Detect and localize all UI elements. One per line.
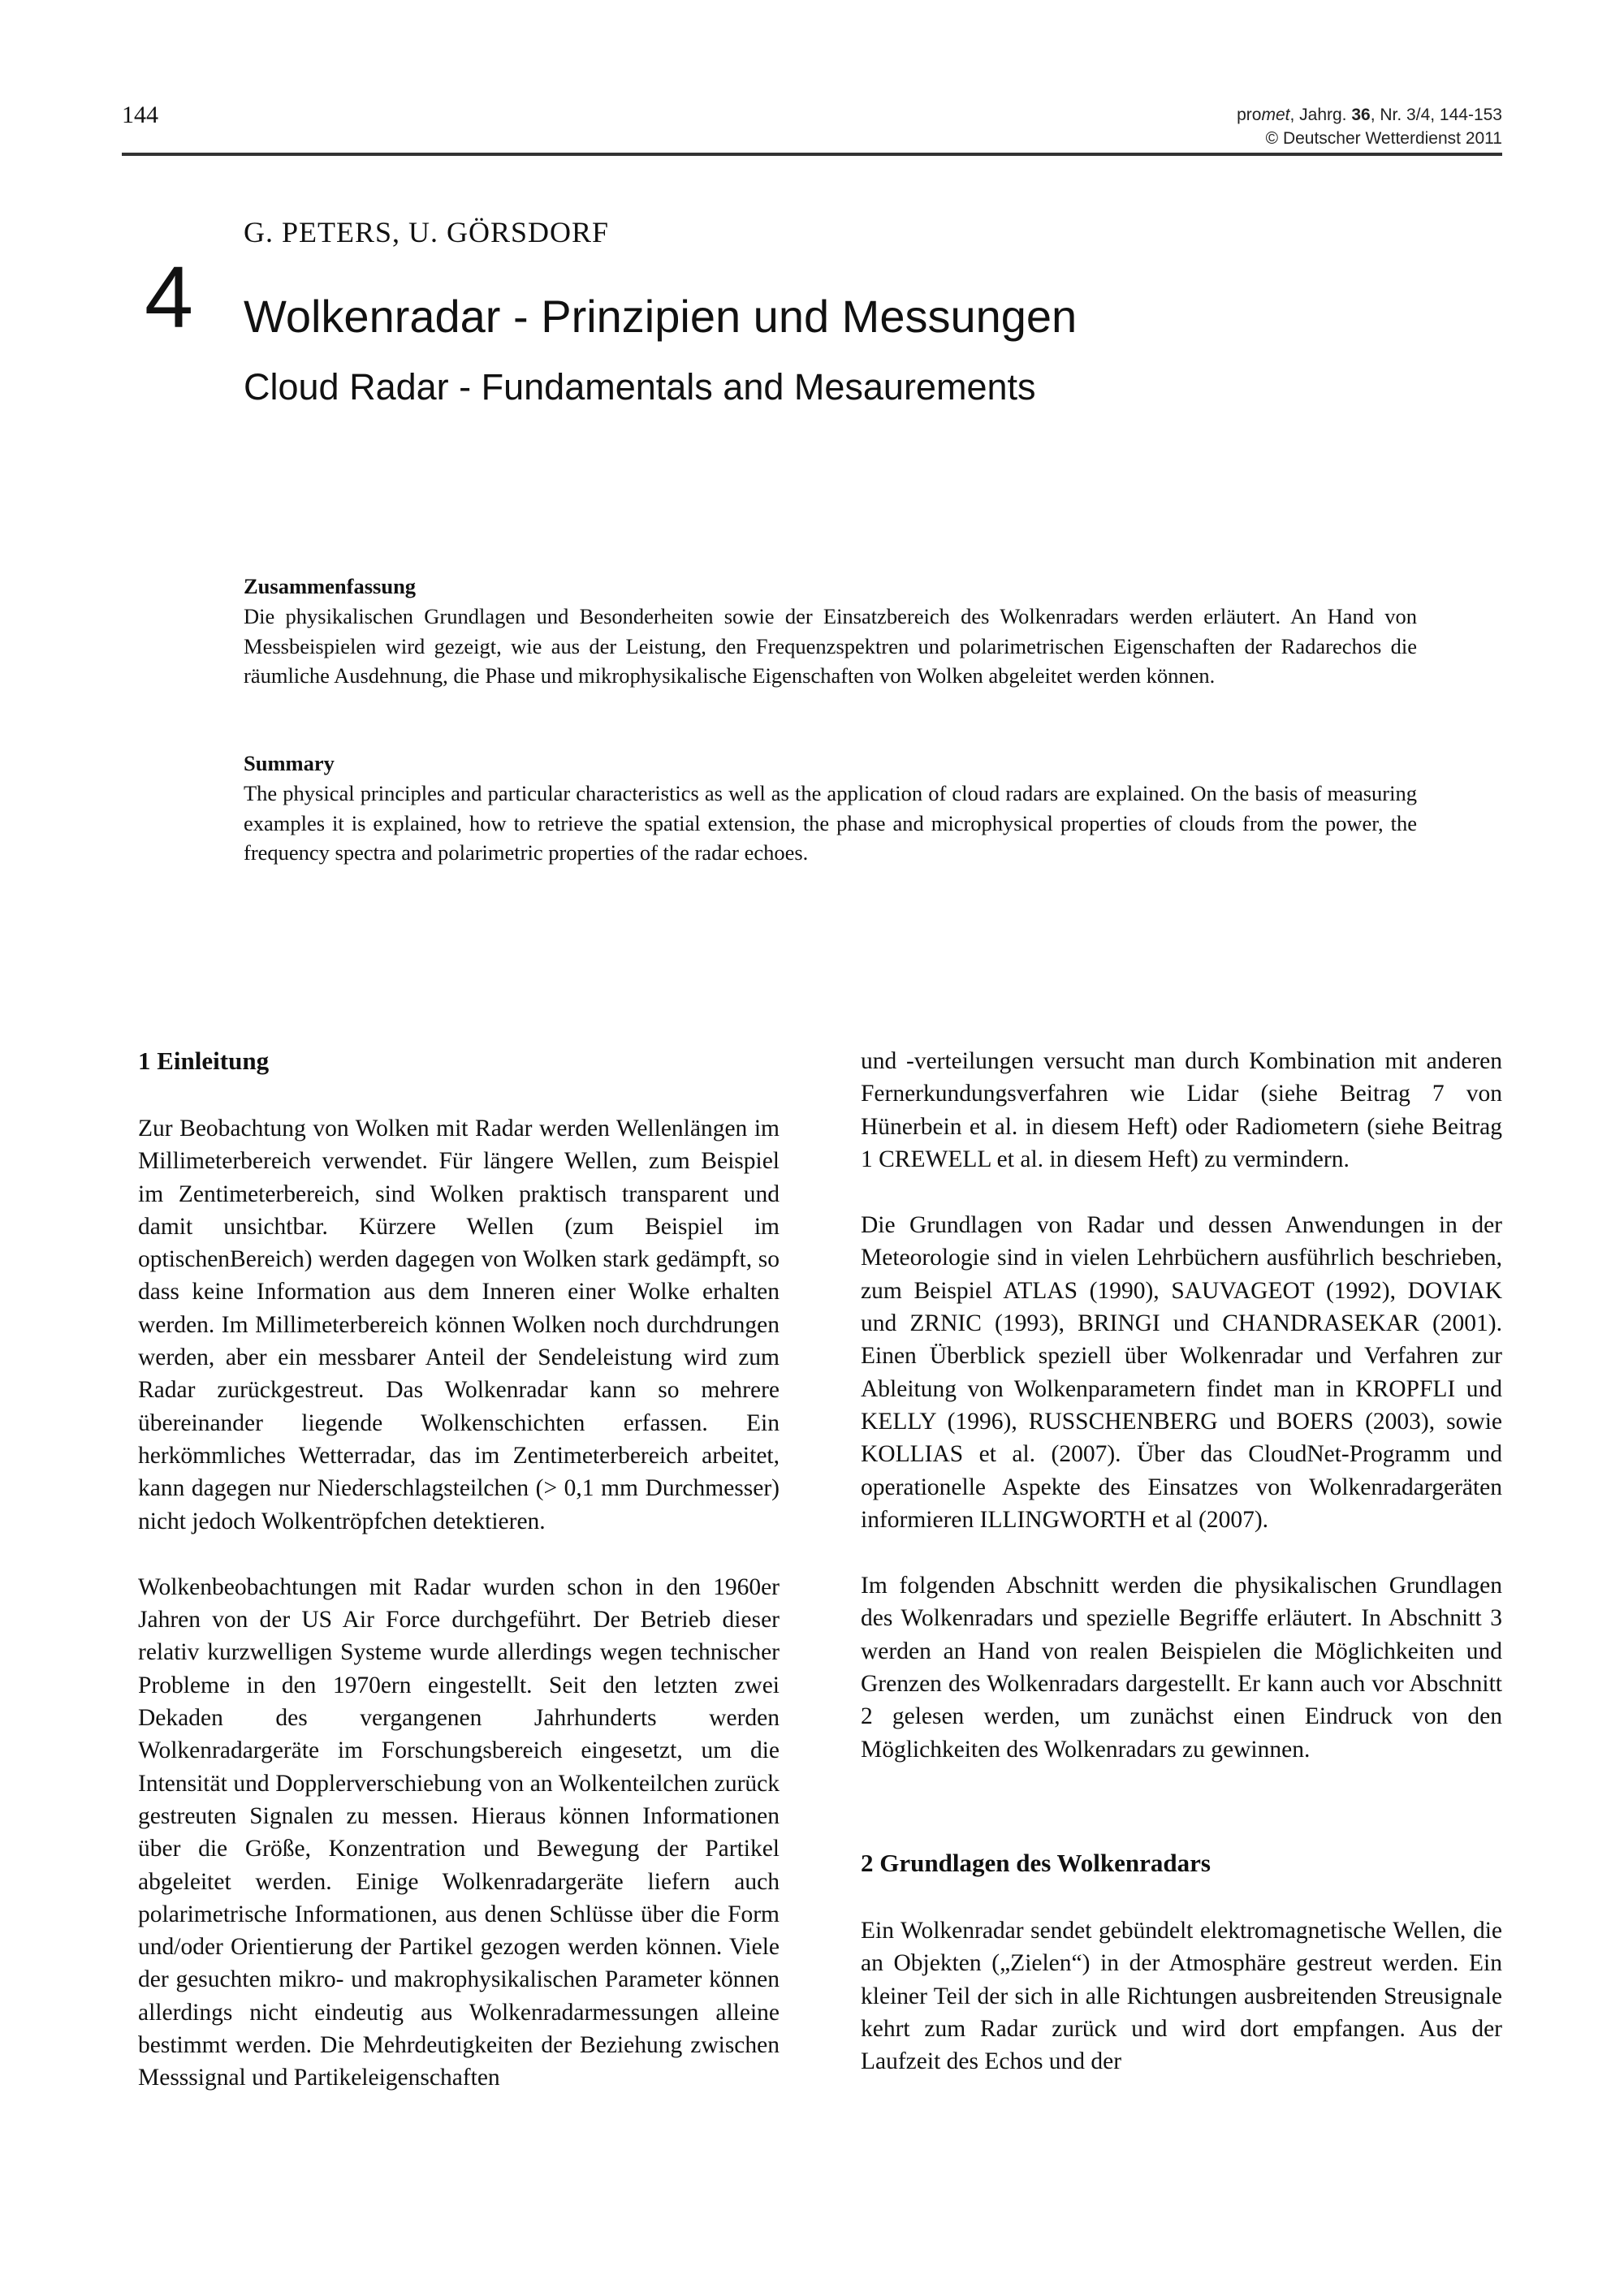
- abstract-english: [244, 749, 1417, 868]
- paragraph: Im folgenden Abschnitt werden die physikalischen Grundlagen des Wolkenradars und spezielle Begriffe erläutert. In Abschnitt 3 werden an Hand von realen Beispielen die Möglichkeiten und Grenzen des Wolkenradars dargestellt. Er kann auch vor Abschnitt 2 gelesen werden, um zunächst einen Eindruck von den Möglichkeiten des Wolkenradars zu gewinnen.: [861, 1573, 1502, 1763]
- abstract-german-heading: Zusammenfassung: [244, 574, 417, 598]
- paragraph: Ein Wolkenradar sendet gebündelt elektromagnetische Wellen, die an Objekten („Zielen“) in der Atmosphäre gestreut werden. Ein kleiner Teil der sich in alle Richtungen ausbreitenden Streusignale kehrt zum Radar zurück und wird dort empfangen. Aus der Laufzeit des Echos und der: [861, 1917, 1502, 2075]
- right-column: [861, 1045, 1502, 2078]
- journal-info: [1237, 103, 1502, 150]
- title-english: Cloud Radar - Fundamentals and Mesaurements: [244, 366, 1036, 408]
- title-german: Wolkenradar - Prinzipien und Messungen: [244, 291, 1078, 342]
- abstract-german: [244, 572, 1417, 691]
- page-number: 144: [122, 101, 158, 128]
- journal-issue-pages: , Nr. 3/4, 144-153: [1370, 106, 1502, 124]
- copyright: © Deutscher Wetterdienst 2011: [1265, 129, 1502, 148]
- authors: G. PETERS, U. GÖRSDORF: [244, 216, 610, 248]
- header-rule: [122, 153, 1502, 156]
- journal-name-italic: met: [1261, 106, 1290, 124]
- section-1-heading: 1 Einleitung: [138, 1047, 270, 1075]
- journal-citation: [1237, 103, 1502, 127]
- abstract-english-text: The physical principles and particular characteristics as well as the application of cloud radars are explained. On the basis of measuring examples it is explained, how to retrieve the spatial extension, the phase and microphysical properties of clouds from the power, the frequency spectra and polarimetric properties of the radar echoes.: [244, 780, 1417, 865]
- journal-name-prefix: pro: [1237, 106, 1262, 124]
- paragraph: Zur Beobachtung von Wolken mit Radar werden Wellenlängen im Millimeterbereich verwendet. Für längere Wellen, zum Beispiel im Zentimeterbereich, sind Wolken praktisch transparent und damit unsichtbar. Kürzere Wellen (zum Beispiel im optischenBereich) werden dagegen von Wolken stark gedämpft, so dass keine Information aus dem Inneren einer Wolke erhalten werden. Im Millimeterbereich können Wolken noch durchdrungen werden, aber ein messbarer Anteil der Sendeleistung wird zum Radar zurückgestreut. Das Wolkenradar kann so mehrere übereinander liegende Wolkenschichten erfassen. Ein herkömmliches Wetterradar, das im Zentimeterbereich arbeitet, kann dagegen nur Niederschlagsteilchen (> 0,1 mm Durchmesser) nicht jedoch Wolkentröpfchen detektieren.: [138, 1116, 780, 1534]
- abstract-english-heading: Summary: [244, 751, 335, 775]
- journal-volume: 36: [1351, 106, 1371, 124]
- journal-year-label: , Jahrg.: [1289, 106, 1352, 124]
- paragraph: Wolkenbeobachtungen mit Radar wurden schon in den 1960er Jahren von der US Air Force durchgeführt. Der Betrieb dieser relativ kurzwelligen Systeme wurde allerdings wegen technischer Probleme in den 1970ern eingestellt. Seit den letzten zwei Dekaden des vergangenen Jahrhunderts werden Wolkenradargeräte im Forschungsbereich eingesetzt, um die Intensität und Dopplerverschiebung von an Wolkenteilchen zurück gestreuten Signalen zu messen. Hieraus können Informationen über die Größe, Konzentration und Bewegung der Partikel abgeleitet werden. Einige Wolkenradargeräte liefern auch polarimetrische Informationen, aus denen Schlüsse über die Form und/oder Orientierung der Partikel gezogen werden können. Viele der gesuchten mikro- und makrophysikalischen Parameter können allerdings nicht eindeutig aus Wolkenradarmessungen alleine bestimmt werden. Die Mehrdeutigkeiten der Beziehung zwischen Messsignal und Partikeleigenschaften: [138, 1573, 780, 2091]
- abstract-german-text: Die physikalischen Grundlagen und Besonderheiten sowie der Einsatzbereich des Wolkenradars werden erläutert. An Hand von Messbeispielen wird gezeigt, wie aus der Leistung, den Frequenzspektren und polarimetrischen Eigenschaften der Radarechos die räumliche Ausdehnung, die Phase und mikrophysikalische Eigenschaften von Wolken abgeleitet werden können.: [244, 603, 1417, 688]
- section-2-heading: 2 Grundlagen des Wolkenradars: [861, 1848, 1211, 1877]
- paragraph: Die Grundlagen von Radar und dessen Anwendungen in der Meteorologie sind in vielen Lehrbüchern ausführlich beschrieben, zum Beispiel ATLAS (1990), SAUVAGEOT (1992), DOVIAK und ZRNIC (1993), BRINGI und CHANDRASEKAR (2001). Einen Überblick speziell über Wolkenradar und Verfahren zur Ableitung von Wolkenparametern findet man in KROPFLI und KELLY (1996), RUSSCHENBERG und BOERS (2003), sowie KOLLIAS et al. (2007). Über das CloudNet-Programm und operationelle Aspekte des Einsatzes von Wolkenradargeräten informieren ILLINGWORTH et al (2007).: [861, 1212, 1502, 1533]
- paragraph: und -verteilungen versucht man durch Kombination mit anderen Fernerkundungsverfahren wie Lidar (siehe Beitrag 7 von Hünerbein et al. in diesem Heft) oder Radiometern (siehe Beitrag 1 CREWELL et al. in diesem Heft) zu vermindern.: [861, 1048, 1502, 1172]
- chapter-number: 4: [145, 248, 194, 346]
- left-column: [138, 1045, 780, 2095]
